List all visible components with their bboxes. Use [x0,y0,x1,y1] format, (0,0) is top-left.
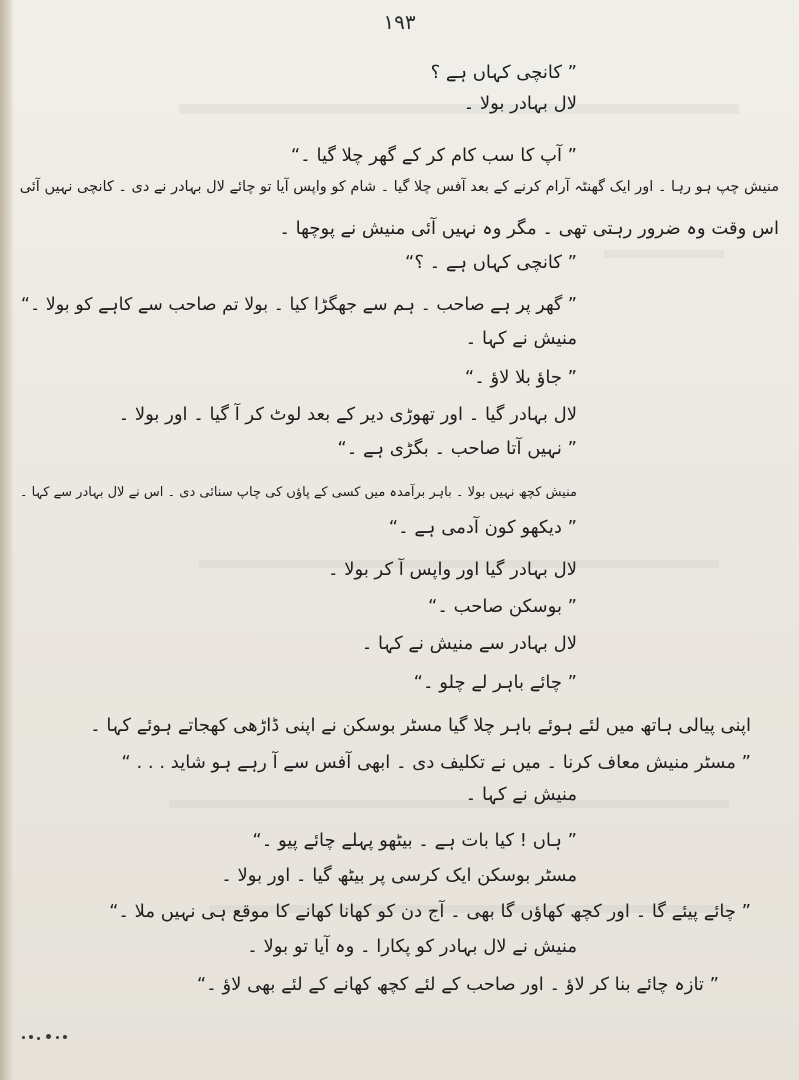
text-line: منیش نے لال بہادر کو پکارا ۔ وہ آیا تو بولا ۔ [247,936,577,957]
text-line: اپنی پیالی ہاتھ میں لئے ہوئے باہر چلا گیا مسٹر بوسکن نے اپنی ڈاڑھی کھجاتے ہوئے کہا ۔ [90,715,751,736]
text-line: مسٹر بوسکن ایک کرسی پر بیٹھ گیا ۔ اور بولا ۔ [221,865,577,886]
text-line: ” گھر پر ہے صاحب ۔ ہم سے جھگڑا کیا ۔ بولا تم صاحب سے کاہے کو بولا ۔“ [20,295,577,315]
text-line: ” آپ کا سب کام کر کے گھر چلا گیا ۔“ [290,145,577,166]
text-line: ” مسٹر منیش معاف کرنا ۔ میں نے تکلیف دی ۔ ابھی آفس سے آ رہے ہو شاید . . . “ [121,752,751,773]
text-line: منیش کچھ نہیں بولا ۔ باہر برآمدہ میں کسی کے پاؤں کی چاپ سنائی دی ۔ اس نے لال بہادر سے کہا ۔ [19,485,577,500]
text-line: ” بوسکن صاحب ۔“ [428,596,577,617]
text-line: ” جاؤ بلا لاؤ ۔“ [464,367,577,388]
text-line: ” چائے پیئے گا ۔ اور کچھ کھاؤں گا بھی ۔ آج دن کو کھانا کھانے کا موقع ہی نہیں ملا ۔“ [109,901,751,922]
ink-speck-marks [22,1033,68,1043]
text-line: ” کانچی کہاں ہے ؟ [430,62,577,83]
text-line: لال بہادر گیا ۔ اور تھوڑی دیر کے بعد لوٹ کر آ گیا ۔ اور بولا ۔ [118,404,577,425]
text-line: منیش چپ ہو رہا ۔ اور ایک گھنٹہ آرام کرنے کے بعد آفس چلا گیا ۔ شام کو واپس آیا تو چائے لال بہادر نے دی ۔ کانچی نہیں آئی [19,179,779,195]
text-line: لال بہادر بولا ۔ [463,93,577,114]
text-line: ” کانچی کہاں ہے ۔ ؟“ [405,252,577,273]
text-line: اس وقت وہ ضرور رہتی تھی ۔ مگر وہ نہیں آئی منیش نے پوچھا ۔ [279,218,779,239]
text-line: ” ہاں ! کیا بات ہے ۔ بیٹھو پہلے چائے پیو ۔“ [252,830,577,851]
text-line: منیش نے کہا ۔ [465,784,577,805]
text-line: لال بہادر گیا اور واپس آ کر بولا ۔ [327,559,577,580]
text-line: ” دیکھو کون آدمی ہے ۔“ [388,517,577,538]
text-line: ” تازہ چائے بنا کر لاؤ ۔ اور صاحب کے لئے کچھ کھانے کے لئے بھی لاؤ ۔“ [196,974,719,995]
text-line: منیش نے کہا ۔ [465,328,577,349]
page-number: ۱۹۳ [383,10,416,34]
text-line: لال بہادر سے منیش نے کہا ۔ [361,633,577,654]
text-line: ” نہیں آتا صاحب ۔ بگڑی ہے ۔“ [337,438,577,459]
text-line: ” چائے باہر لے چلو ۔“ [413,672,577,693]
